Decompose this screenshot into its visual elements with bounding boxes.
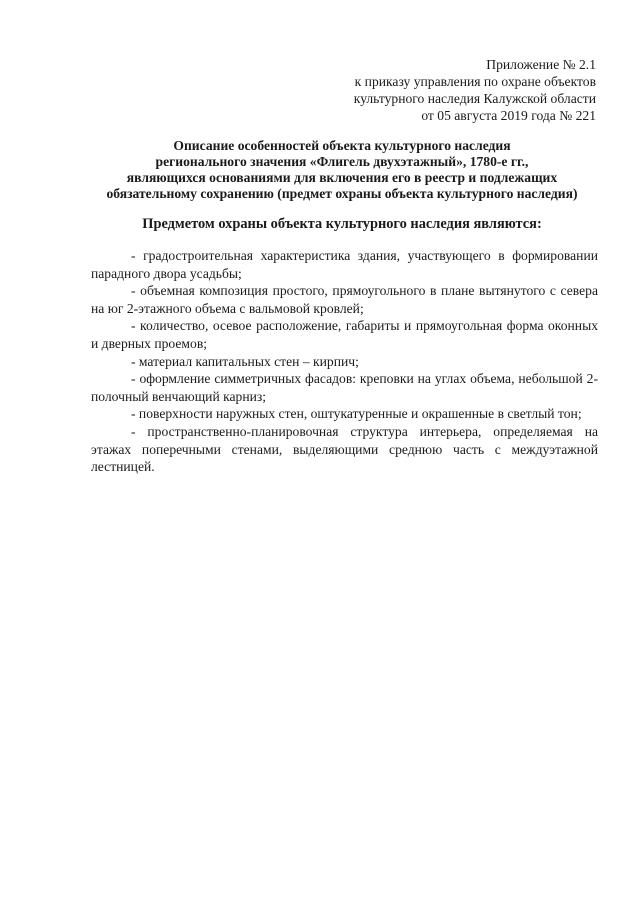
order-date-number: от 05 августа 2019 года № 221 (421, 108, 596, 123)
list-item: - градостроительная характеристика здания, участвующего в формировании парадного двора усадьбы; (91, 248, 598, 281)
title-line-4: обязательному сохранению (предмет охраны объекта культурного наследия) (106, 186, 578, 201)
section-heading: Предметом охраны объекта культурного наследия являются: (142, 216, 542, 232)
order-reference: к приказу управления по охране объектов (354, 74, 596, 89)
title-line-3: являющихся основаниями для включения его в реестр и подлежащих (126, 170, 558, 185)
list-item: - пространственно-планировочная структура интерьера, определяемая на этажах поперечными стенами, выделяющими среднюю часть с междуэтажной лестницей. (91, 423, 598, 475)
protection-items-list (91, 247, 598, 476)
appendix-number: Приложение № 2.1 (486, 57, 596, 72)
list-item: - количество, осевое расположение, габариты и прямоугольная форма оконных и дверных проемов; (91, 318, 598, 351)
title-line-2: регионального значения «Флигель двухэтажный», 1780-е гг., (155, 154, 529, 169)
title-line-1: Описание особенностей объекта культурного наследия (173, 138, 511, 153)
appendix-reference (300, 56, 596, 124)
authority-name: культурного наследия Калужской области (353, 91, 596, 106)
document-title (82, 138, 602, 202)
list-item: - поверхности наружных стен, оштукатуренные и окрашенные в светлый тон; (131, 406, 582, 422)
list-item: - материал капитальных стен – кирпич; (131, 353, 359, 369)
list-item: - оформление симметричных фасадов: креповки на углах объема, небольшой 2-полочный венчающий карниз; (91, 371, 598, 404)
list-item: - объемная композиция простого, прямоугольного в плане вытянутого с севера на юг 2-этажного объема с вальмовой кровлей; (91, 283, 598, 316)
